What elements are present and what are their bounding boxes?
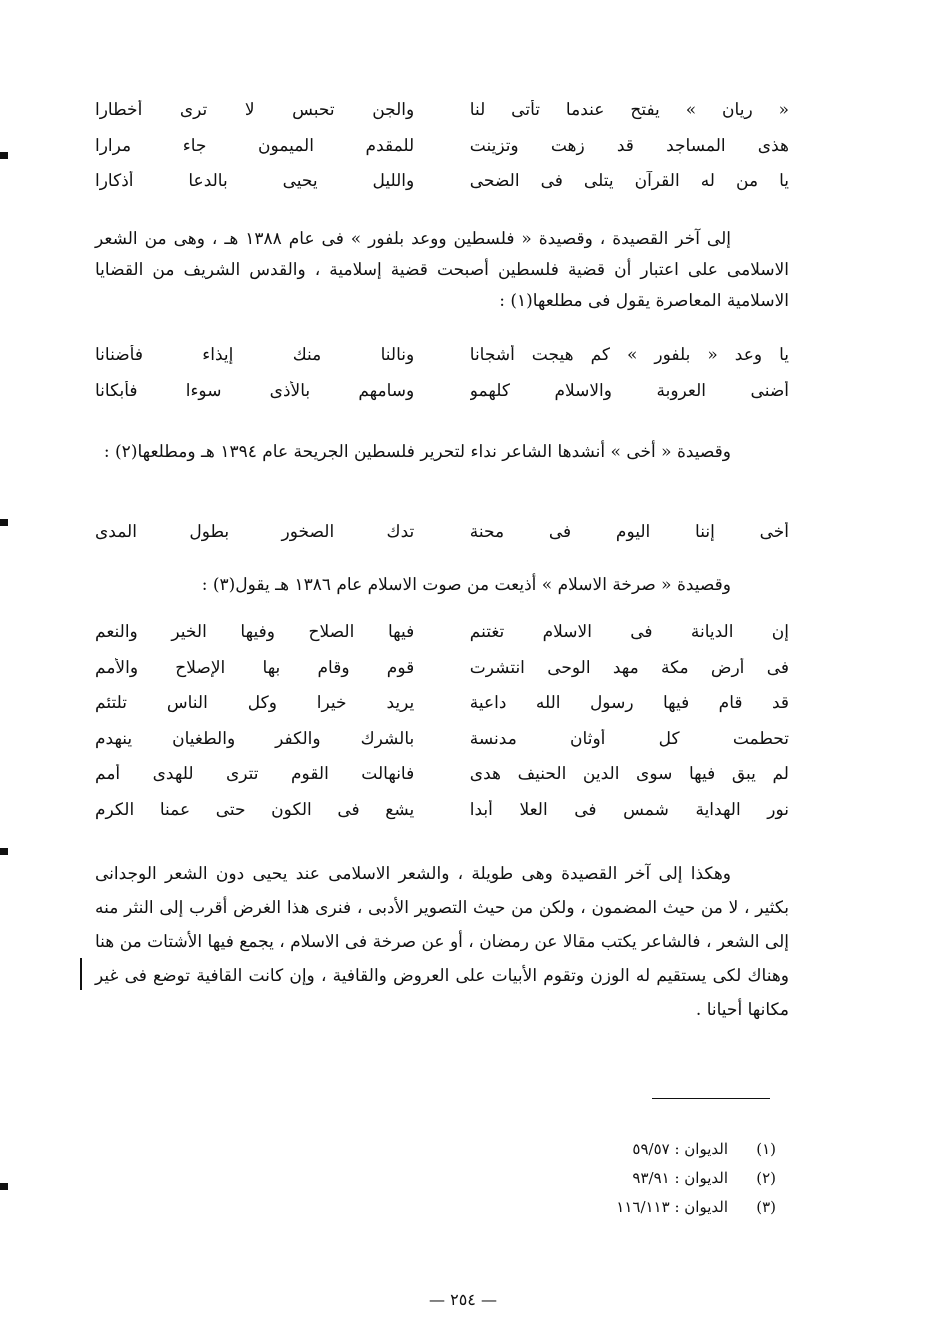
hemistich-first: « ريان » يفتح عندما تأتى لنا xyxy=(469,100,789,120)
paragraph-sarkha: وقصيدة « صرخة الاسلام » أذيعت من صوت الاسلام عام ١٣٨٦ هـ يقول(٣) : xyxy=(201,575,731,595)
verse xyxy=(95,622,789,658)
verse xyxy=(95,345,789,381)
footnote xyxy=(556,1198,776,1227)
hemistich-second: قوم وقام بها الإصلاح والأمم xyxy=(95,657,415,678)
footnote-divider xyxy=(652,1098,770,1099)
page-number: — ٢٥٤ — xyxy=(429,1290,497,1309)
footnote-text: الديوان : ١١٦/١١٣ xyxy=(616,1198,728,1216)
verse xyxy=(95,381,789,417)
verse xyxy=(95,171,789,207)
footnote-number: (٣) xyxy=(756,1198,776,1216)
hemistich-first: أضنى العروبة والاسلام كلهمو xyxy=(469,380,789,401)
poem-balfour xyxy=(95,345,789,416)
paragraph-akhi: وقصيدة « أخى » أنشدها الشاعر نداء لتحرير فلسطين الجريحة عام ١٣٩٤ هـ ومطلعها(٢) : xyxy=(103,442,731,462)
verse xyxy=(95,693,789,729)
hemistich-second: بالشرك والكفر والطغيان ينهدم xyxy=(95,728,415,749)
hemistich-second: فيها الصلاح وفيها الخير والنعم xyxy=(95,622,415,642)
margin-mark xyxy=(0,848,8,855)
margin-bracket xyxy=(80,958,82,990)
hemistich-first: فى أرض مكة مهد الوحى انتشرت xyxy=(469,657,789,678)
hemistich-second: ونالنا منك إيذاء فأضنانا xyxy=(95,345,415,365)
hemistich-first: يا من له القرآن يتلى فى الضحى xyxy=(469,171,789,191)
verse xyxy=(95,658,789,694)
verse xyxy=(95,136,789,172)
hemistich-first: يا وعد « بلفور » كم هيجت أشجانا xyxy=(469,345,789,365)
verse xyxy=(95,764,789,800)
footnote-number: (١) xyxy=(756,1140,776,1158)
paragraph-conclusion: وهكذا إلى آخر القصيدة وهى طويلة ، والشعر الاسلامى عند يحيى دون الشعر الوجدانى بكثير ، لا من حيث المضمون ، ولكن من حيث التصوير الأدبى ، فنرى هذا الغرض أقرب إلى النثر منه إلى الشعر ، فالشاعر يكتب مقالا عن رمضان ، أو عن صرخة فى الاسلام ، يجمع فيها الأشتات من هنا وهناك لكى يستقيم له الوزن وتقوم الأبيات على العروض والقافية ، وإن كانت القافية توضع فى غير مكانها أحيانا . xyxy=(95,864,789,1020)
verse xyxy=(95,800,789,836)
hemistich-second: والليل يحيى بالدعا أذكارا xyxy=(95,171,415,191)
verse xyxy=(95,729,789,765)
hemistich-first: إن الديانة فى الاسلام تغتنم xyxy=(469,622,789,642)
hemistich-first: هذى المساجد قد زهت وتزينت xyxy=(469,135,789,156)
footnote xyxy=(556,1140,776,1169)
verse xyxy=(95,522,789,558)
hemistich-second: وسامهم بالأذى سوءا فأبكانا xyxy=(95,380,415,401)
hemistich-second: فانهالت القوم تترى للهدى أمم xyxy=(95,764,415,784)
hemistich-first: أخى إننا اليوم فى محنة xyxy=(469,522,789,542)
footnote-text: الديوان : ٩٣/٩١ xyxy=(632,1169,728,1187)
footnotes xyxy=(556,1140,776,1227)
footnote-text: الديوان : ٥٩/٥٧ xyxy=(632,1140,728,1158)
hemistich-second: للمقدم الميمون جاء مرارا xyxy=(95,135,415,156)
poem-sarkha xyxy=(95,622,789,835)
footnote xyxy=(556,1169,776,1198)
hemistich-first: نور الهداية شمس فى العلا أبدا xyxy=(469,799,789,820)
verse xyxy=(95,100,789,136)
paragraph-palestine: إلى آخر القصيدة ، وقصيدة « فلسطين ووعد بلفور » فى عام ١٣٨٨ هـ ، وهى من الشعر الاسلامى على اعتبار أن قضية فلسطين أصبحت قضية إسلامية ، والقدس الشريف من القضايا الاسلامية المعاصرة يقول فى مطلعها(١) : xyxy=(95,229,789,311)
hemistich-second: يشع فى الكون حتى عمنا الكرم xyxy=(95,799,415,820)
margin-mark xyxy=(0,1183,8,1190)
hemistich-first: لم يبق فيها سوى الدين الحنيف هدى xyxy=(469,764,789,784)
margin-mark xyxy=(0,152,8,159)
hemistich-second: تدك الصخور بطول المدى xyxy=(95,522,415,542)
hemistich-first: قد قام فيها رسول الله داعية xyxy=(469,693,789,713)
hemistich-second: والجن تحبس لا ترى أخطارا xyxy=(95,100,415,120)
hemistich-first: تحطمت كل أوثان مدنسة xyxy=(469,728,789,749)
footnote-number: (٢) xyxy=(756,1169,776,1187)
poem-ramadan xyxy=(95,100,789,207)
poem-akhi xyxy=(95,522,789,558)
margin-mark xyxy=(0,519,8,526)
hemistich-second: يريد خيرا وكل الناس تلتئم xyxy=(95,693,415,713)
